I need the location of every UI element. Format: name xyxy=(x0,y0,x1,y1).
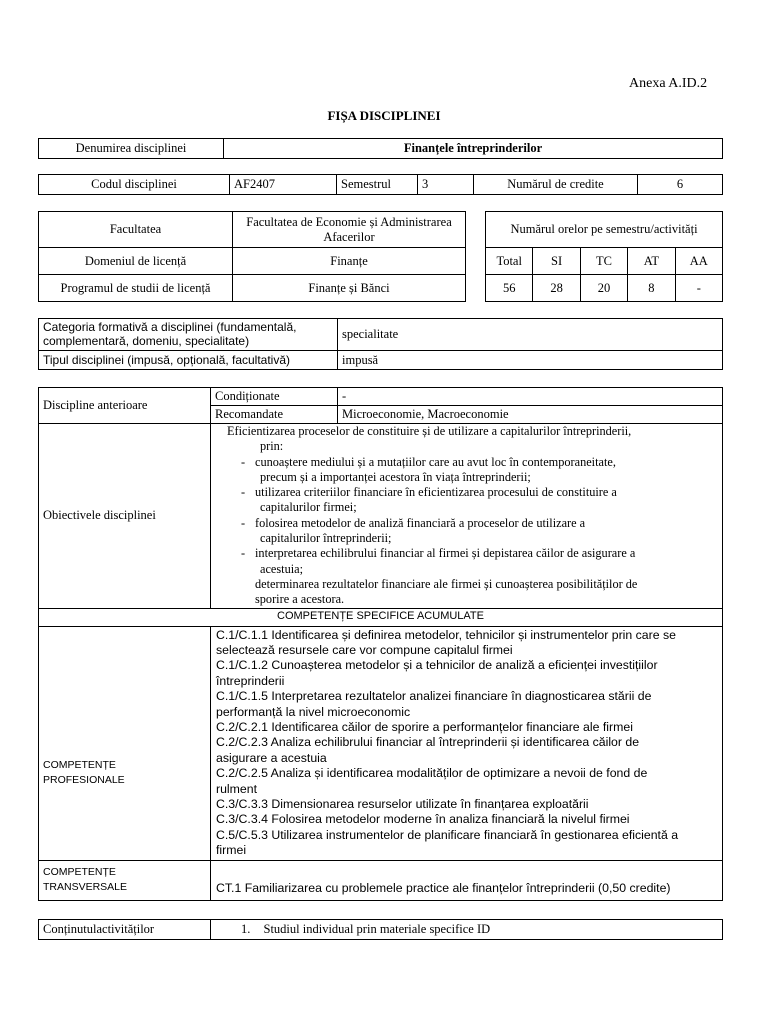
content-item-text: Studiul individual prin materiale specifice ID xyxy=(263,922,491,936)
hours-table xyxy=(485,211,723,302)
objective-item: - folosirea metodelor de analiză financiară a proceselor de utilizare a xyxy=(240,515,586,530)
competence-line: C.5/C.5.3 Utilizarea instrumentelor de planificare financiară în gestionarea eficientă a xyxy=(216,827,679,842)
objective-last: determinarea rezultatelor financiare ale firmei și cunoașterea posibilităților de xyxy=(255,576,638,591)
hours-value: 28 xyxy=(533,275,580,302)
category-table xyxy=(38,318,723,370)
faculty-table xyxy=(38,211,466,302)
hours-value: 8 xyxy=(628,275,675,302)
competence-line: C.2/C.2.5 Analiza și identificarea modalităților de optimizare a nevoii de fond de xyxy=(216,766,648,781)
category-value: specialitate xyxy=(338,319,723,351)
hours-header: SI xyxy=(533,248,580,275)
prof-competences-label: COMPETENȚE PROFESIONALE xyxy=(39,626,211,860)
objectives-label: Obiectivele disciplinei xyxy=(39,424,211,609)
semester-value: 3 xyxy=(418,175,474,195)
code-table xyxy=(38,174,723,195)
domain-label: Domeniul de licență xyxy=(39,248,233,275)
faculty-label: Facultatea xyxy=(39,212,233,248)
cond-value: - xyxy=(338,388,723,406)
competence-line: selectează resursele care vor compune capitalul firmei xyxy=(216,642,513,657)
objective-item: - interpretarea echilibrului financiar al firmei și depistarea căilor de asigurare a xyxy=(240,546,636,561)
hours-header: AA xyxy=(675,248,722,275)
type-label: Tipul disciplinei (impusă, opțională, facultativă) xyxy=(39,351,338,370)
cond-label: Condiționate xyxy=(211,388,338,406)
hours-value: - xyxy=(675,275,722,302)
objectives-intro-cont: prin: xyxy=(260,439,284,454)
objective-item: - utilizarea criteriilor financiare în eficientizarea procesului de constituire a xyxy=(240,485,617,500)
content-table xyxy=(38,919,723,940)
discipline-name-label: Denumirea disciplinei xyxy=(39,139,224,159)
competence-line: C.3/C.3.4 Folosirea metodelor moderne în analiza financiară la nivelul firmei xyxy=(216,812,630,827)
faculty-value: Facultatea de Economie și Administrarea Afacerilor xyxy=(233,212,466,248)
hours-header: TC xyxy=(580,248,627,275)
domain-value: Finanțe xyxy=(233,248,466,275)
credits-label: Numărul de credite xyxy=(474,175,638,195)
competence-line: C.1/C.1.5 Interpretarea rezultatelor analizei financiare în diagnosticarea stării de xyxy=(216,689,652,704)
program-value: Finanțe și Bănci xyxy=(233,275,466,302)
semester-label: Semestrul xyxy=(337,175,418,195)
objectives-intro: Eficientizarea proceselor de constituire și de utilizare a capitalurilor întreprinderii, xyxy=(227,424,632,438)
competence-line: C.3/C.3.3 Dimensionarea resurselor utilizate în finanțarea exploatării xyxy=(216,797,589,812)
hours-header: AT xyxy=(628,248,675,275)
competence-line: C.1/C.1.2 Cunoașterea metodelor și a tehnicilor de analiză a eficienței investițiilor xyxy=(216,658,658,673)
discipline-name-table xyxy=(38,138,723,159)
hours-title: Numărul orelor pe semestru/activități xyxy=(486,212,723,248)
content-label: Conținutulactivităților xyxy=(39,920,211,940)
annex-label: Anexa A.ID.2 xyxy=(629,76,708,91)
content-item xyxy=(211,920,723,940)
credits-value: 6 xyxy=(638,175,723,195)
rec-value: Microeconomie, Macroeconomie xyxy=(338,406,723,424)
page-title: FIȘA DISCIPLINEI xyxy=(327,108,441,123)
competence-line: întreprinderii xyxy=(216,673,285,688)
objective-item: - cunoaștere mediului și a mutațiilor care au avut loc în contemporaneitate, xyxy=(240,454,616,469)
trans-competences-label: COMPETENȚE TRANSVERSALE xyxy=(39,860,211,900)
competence-line: C.1/C.1.1 Identificarea și definirea metodelor, tehnicilor și instrumentelor prin care se xyxy=(216,627,676,642)
code-value: AF2407 xyxy=(230,175,337,195)
category-label: Categoria formativă a disciplinei (fundamentală, complementară, domeniu, specialitate) xyxy=(39,319,338,351)
rec-label: Recomandate xyxy=(211,406,338,424)
objectives-content: Eficientizarea proceselor de constituire și de utilizare a capitalurilor întreprinderii, prin: - cunoaștere mediului și a mutațiilor care au avut loc în contemporaneitate, precum și a importanței acestora în viața întreprinderii; - utilizarea criteriilor financiare în eficientizarea procesului de constituire a capitalurilor firmei; - folosirea metodelor de analiză financiară a proceselor de utilizare a capitalurilor întreprinderii; - interpretarea echilibrului financiar al firmei și depistarea căilor de asigurare a acestuia; determinarea rezultatelor financiare ale firmei și cunoașterea posibilităților de sporire a acestora. xyxy=(211,424,723,609)
code-label: Codul disciplinei xyxy=(39,175,230,195)
prof-competences-list xyxy=(211,626,723,860)
competence-line: asigurare a acestuia xyxy=(216,750,327,765)
competence-line: performanță la nivel microeconomic xyxy=(216,704,411,719)
content-item-number: 1. xyxy=(241,922,251,936)
hours-value: 20 xyxy=(580,275,627,302)
type-value: impusă xyxy=(338,351,723,370)
competence-line: rulment xyxy=(216,781,258,796)
prev-label: Discipline anterioare xyxy=(39,388,211,424)
competence-line: firmei xyxy=(216,843,247,858)
trans-competences-value: CT.1 Familiarizarea cu problemele practice ale finanțelor întreprinderii (0,50 credite) xyxy=(211,860,723,900)
hours-header: Total xyxy=(486,248,533,275)
program-label: Programul de studii de licență xyxy=(39,275,233,302)
main-table xyxy=(38,387,723,901)
discipline-name-value: Finanțele întreprinderilor xyxy=(224,139,723,159)
competences-header: COMPETENȚE SPECIFICE ACUMULATE xyxy=(39,608,723,626)
competence-line: C.2/C.2.1 Identificarea căilor de sporire a performanțelor financiare ale firmei xyxy=(216,720,633,734)
hours-value: 56 xyxy=(486,275,533,302)
competence-line: C.2/C.2.3 Analiza echilibrului financiar al întreprinderii și identificarea căilor de xyxy=(216,735,640,750)
